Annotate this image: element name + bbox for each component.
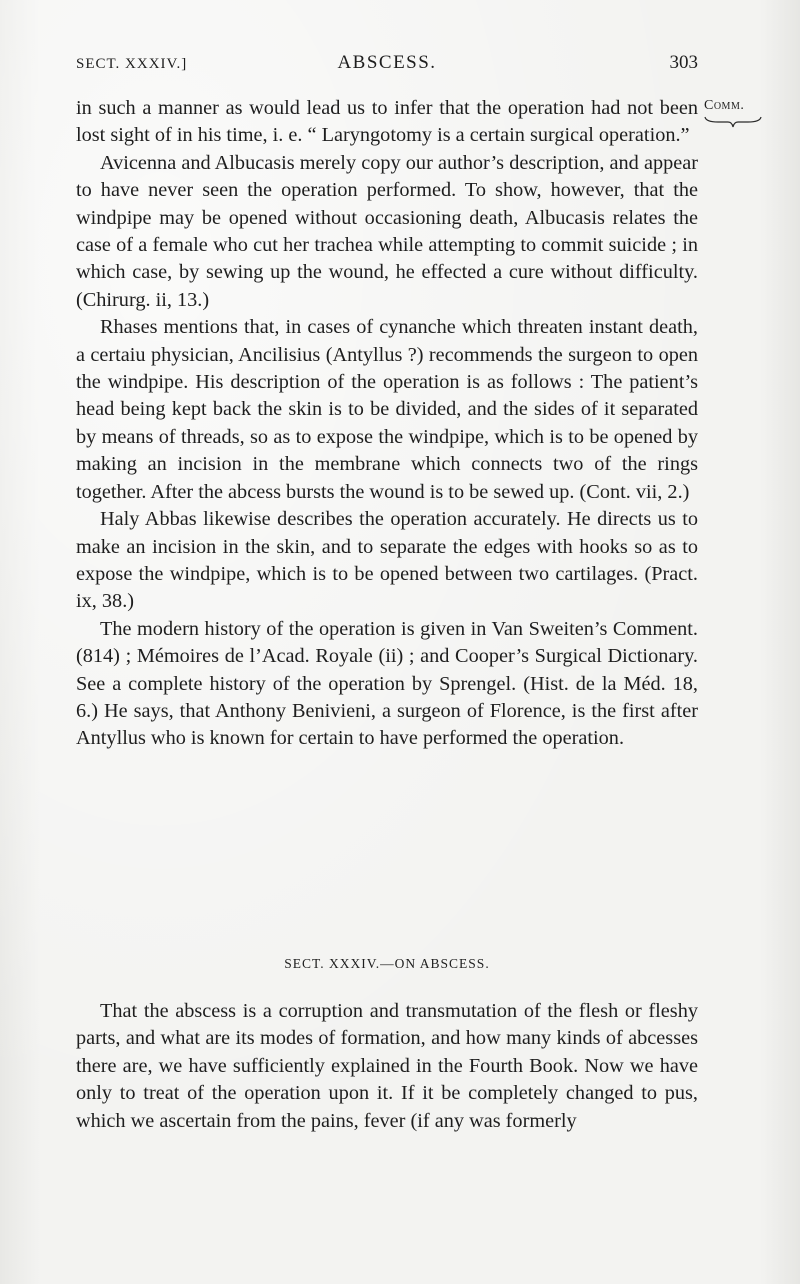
paragraph: The modern history of the operation is given in Van Sweiten’s Comment. (814) ; Mémoires de l’Acad. Royale (ii) ; and Cooper’s Surgical Dictionary. See a complete history of the operation by Sprengel. (Hist. de la Méd. 18, 6.) He says, that Anthony Benivieni, a surgeon of Florence, is the first after Antyllus who is known for certain to have performed the operation.	[76, 617, 698, 750]
header-title: ABSCESS.	[337, 52, 437, 73]
paragraph: Haly Abbas likewise describes the operation accurately. He directs us to make an incision in the skin, and to separate the edges with hooks so as to expose the windpipe, which is to be opened between two cartilages. (Pract. ix, 38.)	[76, 508, 698, 613]
margin-note-commentary: Comm.	[704, 98, 745, 113]
paragraph: That the abscess is a corruption and transmutation of the flesh or fleshy parts, and what are its modes of formation, and how many kinds of abcesses there are, we have sufficiently explained in the Fourth Book. Now we have only to treat of the operation upon it. If it be completely changed to pus, which we ascertain from the pains, fever (if any was formerly	[76, 1000, 698, 1132]
section-text	[76, 998, 698, 1135]
paragraph: Rhases mentions that, in cases of cynanche which threaten instant death, a certaiu physician, Ancilisius (Antyllus ?) recommends the surgeon to open the windpipe. His description of the operation is as follows : The patient’s head being kept back the skin is to be divided, and the sides of it separated by means of threads, so as to expose the windpipe, which is to be opened by making an incision in the membrane which connects two of the rings together. After the abcess bursts the wound is to be sewed up. (Cont. vii, 2.)	[76, 316, 698, 503]
page-number: 303	[669, 52, 698, 73]
header-section-ref: SECT. XXXIV.]	[76, 56, 188, 72]
paragraph: Avicenna and Albucasis merely copy our author’s description, and appear to have never seen the operation performed. To show, however, that the windpipe may be opened without occasioning death, Albucasis relates the case of a female who cut her trachea while attempting to commit suicide ; in which case, by sewing up the wound, he effected a cure without difficulty. (Chirurg. ii, 13.)	[76, 151, 698, 311]
section-heading: SECT. XXXIV.—ON ABSCESS.	[284, 956, 490, 971]
running-header	[76, 50, 698, 76]
paragraph: in such a manner as would lead us to infer that the operation had not been lost sight of in his time, i. e. “ Laryngotomy is a certain surgical operation.”	[76, 97, 698, 147]
margin-brace-icon	[704, 116, 762, 128]
main-text	[76, 95, 698, 753]
